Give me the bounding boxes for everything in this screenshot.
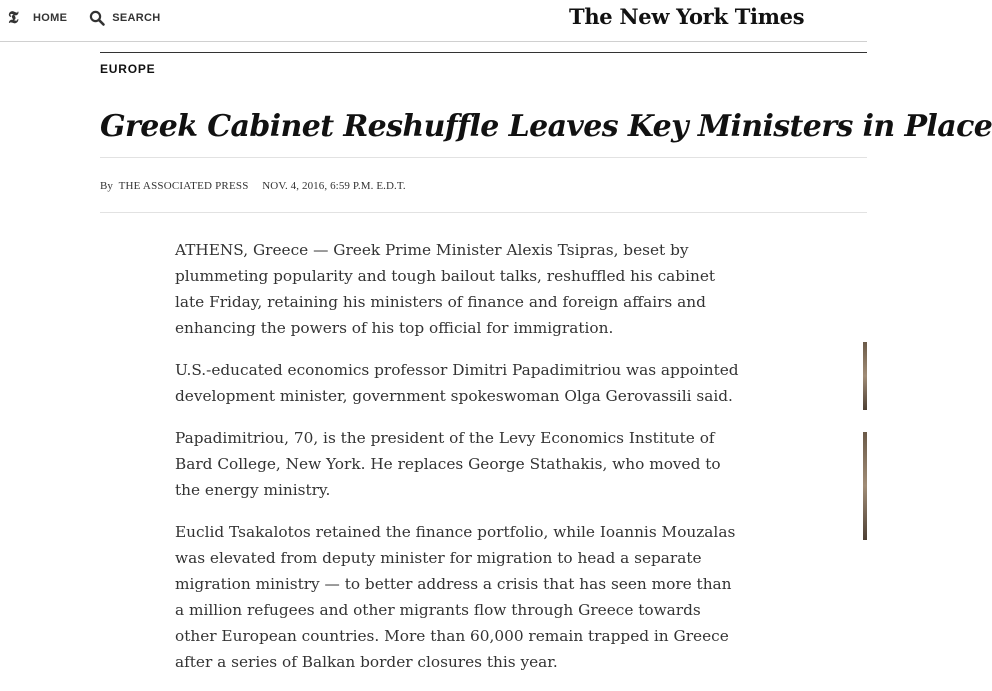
article-paragraph: ATHENS, Greece — Greek Prime Minister Alexis Tsipras, beset by plummeting popularity and tough bailout talks, reshuffled his cabinet late Friday, retaining his ministers of finance and foreign affairs and enhancing the powers of his top official for immigration.: [175, 241, 716, 337]
search-icon: [89, 10, 105, 26]
search-button-label: SEARCH: [112, 12, 161, 24]
side-image-thumbnail[interactable]: [863, 432, 867, 540]
nyt-t-logo-icon[interactable]: 𝕿: [8, 8, 19, 28]
section-rule: [100, 52, 867, 53]
article-timestamp: NOV. 4, 2016, 6:59 P.M. E.D.T.: [262, 180, 406, 192]
byline-author: THE ASSOCIATED PRESS: [118, 180, 249, 192]
byline-divider: [100, 212, 867, 213]
section-kicker[interactable]: EUROPE: [100, 62, 156, 76]
article-paragraph: Euclid Tsakalotos retained the finance portfolio, while Ioannis Mouzalas was elevated from deputy minister for migration to head a separate migration ministry — to better address a crisis that has seen more than a million refugees and other migrants flow through Greece towards other European countries. More than 60,000 remain trapped in Greece after a series of Balkan border closures this year.: [175, 523, 736, 671]
headline-divider: [100, 157, 867, 158]
article-headline: Greek Cabinet Reshuffle Leaves Key Ministers in Place: [100, 109, 992, 144]
nav-left: [8, 8, 160, 28]
article-paragraph: Papadimitriou, 70, is the president of the Levy Economics Institute of Bard College, New York. He replaces George Stathakis, who moved to the energy ministry.: [175, 429, 721, 499]
nyt-brand-logo[interactable]: The New York Times: [569, 4, 805, 29]
article-paragraph: U.S.-educated economics professor Dimitri Papadimitriou was appointed development minister, government spokeswoman Olga Gerovassili said.: [175, 361, 739, 405]
byline: [100, 180, 406, 192]
home-link[interactable]: [33, 12, 67, 24]
home-link-label: HOME: [33, 12, 68, 24]
side-image-thumbnail[interactable]: [863, 342, 867, 410]
search-button[interactable]: [89, 10, 160, 26]
article-body: [175, 237, 745, 691]
byline-prefix: By: [100, 180, 113, 192]
masthead: [0, 0, 867, 42]
